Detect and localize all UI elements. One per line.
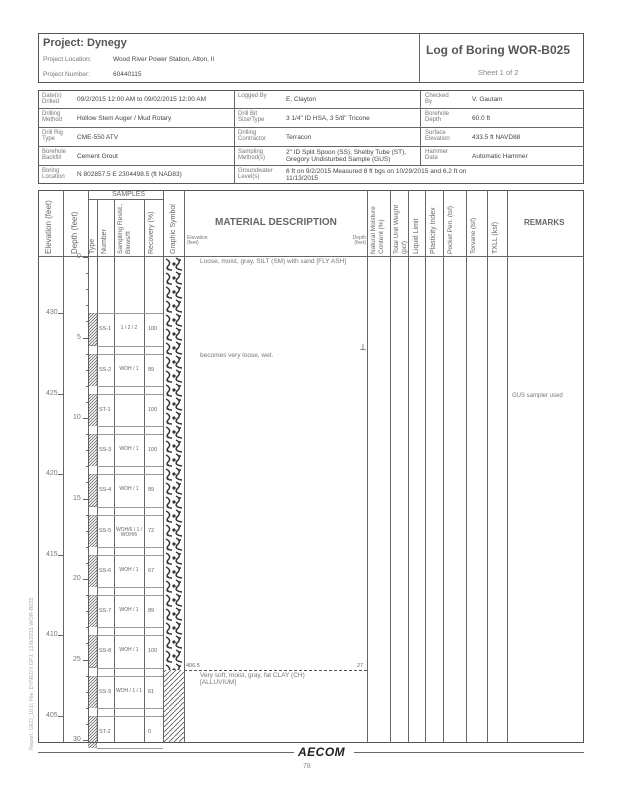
sample-recovery: 72 — [148, 527, 155, 534]
description-very-loose: becomes very loose, wet. — [200, 352, 274, 359]
col-type: Type — [89, 238, 96, 254]
sampler-type-mark — [88, 394, 97, 426]
sample-recovery: 89 — [148, 366, 155, 373]
col-txll: TXLL (ksf) — [492, 221, 499, 254]
col-moisture: Natural Moisture Content (%) — [370, 206, 385, 254]
sample-blows: WOH / 1 / 1 — [115, 687, 143, 694]
description-fly-ash: Loose, moist, gray, SILT (SM) with sand [FLY ASH] — [200, 258, 347, 265]
depth-tick: 5 — [77, 333, 81, 341]
depth-tick: 20 — [73, 575, 81, 582]
depth-tick: 10 — [73, 414, 81, 421]
contact-elevation: 406.5 — [186, 663, 200, 669]
col-unit-weight: Total Unit Weight (pcf) — [393, 204, 408, 254]
sampler-type-mark — [88, 354, 97, 386]
col-graphic: Graphic Symbol — [170, 204, 177, 254]
elevation-tick: 405 — [46, 711, 58, 719]
sample-recovery: 89 — [148, 608, 155, 615]
description-clay: Very soft, moist, gray, fat CLAY (CH) [ALLUVIUM] — [200, 672, 305, 686]
elevation-tick: 430 — [46, 309, 58, 317]
sample-recovery: 61 — [148, 688, 155, 695]
groundwater-marker: ⊥ — [359, 342, 367, 352]
sample-blows: WOH / 1 — [119, 365, 139, 372]
depth-tick: 30 — [73, 736, 81, 743]
elevation-tick: 420 — [46, 470, 58, 478]
sample-recovery: 0 — [148, 728, 152, 735]
sample-blows: WOH / 1 — [119, 486, 139, 493]
sample-recovery: 100 — [148, 406, 158, 413]
remark-gus: GUS sampler used — [512, 393, 563, 399]
sample-blows: WOH / 1 — [119, 647, 139, 654]
col-depth: Depth (feet) — [70, 211, 79, 254]
depth-tick: 15 — [73, 494, 81, 502]
col-elev-small: Elevation (feet) — [187, 235, 208, 246]
col-elevation: Elevation (feet) — [44, 200, 53, 254]
number-label: Project Number: — [43, 71, 90, 78]
sample-recovery: 100 — [148, 447, 158, 454]
log-title: Log of Boring WOR-B025 — [426, 43, 570, 57]
aecom-logo: AECOM — [298, 745, 346, 759]
sample-blows: WOH / 1 — [119, 607, 139, 614]
elevation-tick: 410 — [46, 631, 58, 639]
stratum-contact-line — [184, 670, 367, 671]
sampler-type-mark — [88, 313, 97, 345]
col-plasticity: Plasticity Index — [430, 207, 437, 254]
sampler-type-mark — [88, 555, 97, 587]
col-torvane: Torvane (tsf) — [470, 217, 477, 254]
sample-number: SS-7 — [99, 608, 112, 615]
col-material: MATERIAL DESCRIPTION — [215, 217, 337, 228]
number-value: 60440115 — [113, 71, 142, 78]
sampler-type-mark — [88, 635, 97, 667]
sampler-type-mark — [88, 676, 97, 708]
sheet-number: Sheet 1 of 2 — [478, 68, 519, 77]
col-liquid: Liquid Limit — [413, 218, 420, 254]
elevation-tick: 415 — [46, 550, 58, 558]
sample-number: SS-9 — [99, 688, 112, 695]
sample-number: SS-3 — [99, 447, 112, 454]
depth-tick: 0 — [77, 253, 81, 260]
sampler-type-mark — [88, 716, 97, 748]
sample-recovery: 100 — [148, 326, 158, 333]
side-report-text: Report: GEO_10.0; File: DYNEGY.GPJ; 12/8/2015 WOR-B025 — [29, 597, 35, 750]
contact-depth: 27 — [357, 663, 364, 669]
sample-blows: WOH / 1 — [119, 446, 139, 453]
sample-recovery: 89 — [148, 487, 155, 494]
depth-tick: 25 — [73, 655, 81, 663]
col-number: Number — [101, 229, 108, 254]
sampler-type-mark — [88, 434, 97, 466]
sample-recovery: 67 — [148, 567, 155, 574]
sample-recovery: 100 — [148, 648, 158, 655]
sample-number: SS-2 — [99, 366, 112, 373]
sample-blows: 1 / 2 / 2 — [120, 325, 138, 332]
sample-number: SS-4 — [99, 487, 112, 494]
sample-blows: WOH / 1 — [119, 566, 139, 573]
col-remarks: REMARKS — [524, 218, 565, 227]
sample-number: ST-2 — [99, 728, 111, 735]
sample-number: ST-1 — [99, 406, 111, 413]
col-sampling-resist: Sampling Resist., Blows/ft — [117, 203, 132, 254]
project-label: Project: — [43, 37, 84, 49]
col-depth-small: Depth (feet) — [352, 235, 366, 246]
graphic-symbol-column — [164, 257, 184, 743]
page-number: 78 — [303, 763, 311, 770]
sample-number: SS-1 — [99, 326, 112, 333]
sampler-type-mark — [88, 474, 97, 506]
sample-number: SS-6 — [99, 567, 112, 574]
sample-blows: WOH/6 / 1 / WOH/6 — [115, 526, 143, 538]
sampler-type-mark — [88, 515, 97, 547]
col-samples: SAMPLES — [112, 191, 146, 198]
sampler-type-mark — [88, 595, 97, 627]
location-value: Wood River Power Station, Alton, Il — [113, 56, 215, 63]
col-pocket-pen: Pocket Pen. (tsf) — [447, 205, 454, 254]
col-recovery: Recovery (%) — [148, 211, 155, 254]
location-label: Project Location: — [43, 56, 92, 63]
project-name: Dynegy — [87, 37, 127, 49]
elevation-tick: 425 — [46, 389, 58, 397]
sample-number: SS-8 — [99, 648, 112, 655]
sample-number: SS-5 — [99, 527, 112, 534]
